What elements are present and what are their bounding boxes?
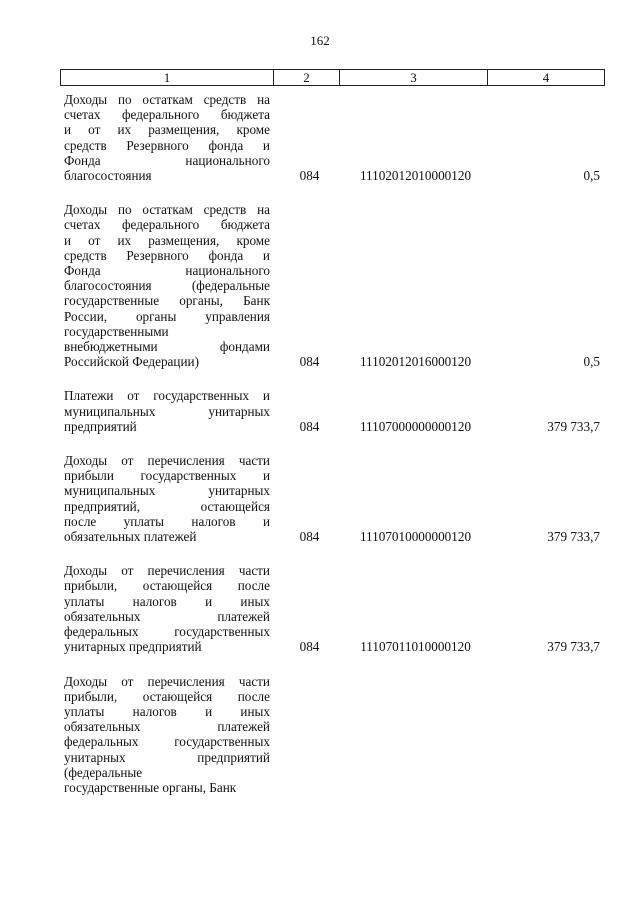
admin-code: 084 bbox=[299, 418, 320, 434]
description-line: и от их размещения, кроме bbox=[64, 232, 270, 248]
table-row bbox=[60, 202, 600, 369]
description-line: Доходы по остаткам средств на bbox=[64, 92, 270, 107]
description-line: муниципальных унитарных bbox=[64, 483, 270, 499]
table-row bbox=[60, 388, 600, 434]
description-line: счетах федерального бюджета bbox=[64, 217, 270, 233]
description-line: средств Резервного фонда и bbox=[64, 137, 270, 153]
description-line: прибыли государственных и bbox=[64, 468, 270, 484]
table-row bbox=[60, 453, 600, 544]
description-line: благосостояния bbox=[64, 168, 152, 184]
amount-value: 379 733,7 bbox=[547, 639, 600, 655]
row-description bbox=[60, 453, 270, 544]
description-line: Фонда национального bbox=[64, 152, 270, 168]
description-line: прибыли, остающейся после bbox=[64, 688, 270, 704]
row-description bbox=[60, 92, 270, 183]
kbk-code: 11102012010000120 bbox=[359, 168, 472, 184]
description-line: Доходы от перечисления части bbox=[64, 673, 270, 689]
amount-value: 0,5 bbox=[583, 168, 600, 184]
column-header-row bbox=[61, 70, 605, 86]
description-line: муниципальных унитарных bbox=[64, 403, 270, 419]
description-line: (федеральные bbox=[64, 764, 143, 780]
description-line: Доходы от перечисления части bbox=[64, 453, 270, 469]
description-line: благосостояния (федеральные bbox=[64, 278, 270, 294]
column-header-table bbox=[60, 69, 605, 86]
description-line: средств Резервного фонда и bbox=[64, 247, 270, 263]
description-line: и от их размещения, кроме bbox=[64, 122, 270, 138]
description-line: России, органы управления bbox=[64, 308, 270, 324]
row-description bbox=[60, 388, 270, 434]
kbk-code: 11102012016000120 bbox=[359, 354, 472, 370]
description-line: государственные органы, Банк bbox=[64, 293, 270, 309]
description-line: государственными bbox=[64, 323, 169, 339]
admin-code: 084 bbox=[299, 354, 320, 370]
description-line: обязательных платежей bbox=[64, 529, 197, 545]
description-line: Российской Федерации) bbox=[64, 354, 199, 370]
column-header-3: 3 bbox=[340, 70, 488, 86]
description-line: обязательных платежей bbox=[64, 719, 270, 735]
description-line: обязательных платежей bbox=[64, 608, 270, 624]
revenue-table-body bbox=[60, 92, 600, 814]
table-row bbox=[60, 563, 600, 654]
description-line: федеральных государственных bbox=[64, 624, 270, 640]
column-header-4: 4 bbox=[488, 70, 605, 86]
description-line: предприятий, остающейся bbox=[64, 498, 270, 514]
column-header-1: 1 bbox=[61, 70, 274, 86]
table-row bbox=[60, 674, 600, 796]
row-description bbox=[60, 202, 270, 369]
description-line: внебюджетными фондами bbox=[64, 339, 270, 355]
column-header-2: 2 bbox=[274, 70, 340, 86]
description-line: Доходы по остаткам средств на bbox=[64, 202, 270, 218]
description-line: Фонда национального bbox=[64, 263, 270, 279]
page-number: 162 bbox=[310, 33, 330, 48]
row-description bbox=[60, 563, 270, 654]
table-row bbox=[60, 92, 600, 183]
description-line: унитарных предприятий bbox=[64, 749, 270, 765]
row-description bbox=[60, 674, 270, 796]
kbk-code: 11107010000000120 bbox=[359, 529, 472, 545]
description-line: унитарных предприятий bbox=[64, 639, 202, 655]
description-line: счетах федерального бюджета bbox=[64, 107, 270, 123]
kbk-code: 11107000000000120 bbox=[359, 418, 472, 434]
description-line: федеральных государственных bbox=[64, 734, 270, 750]
description-line: после уплаты налогов и bbox=[64, 513, 270, 529]
description-line: Платежи от государственных и bbox=[64, 388, 270, 404]
amount-value: 379 733,7 bbox=[547, 529, 600, 545]
description-line: прибыли, остающейся после bbox=[64, 578, 270, 594]
description-line: уплаты налогов и иных bbox=[64, 593, 270, 609]
description-line: уплаты налогов и иных bbox=[64, 703, 270, 719]
admin-code: 084 bbox=[299, 639, 320, 655]
admin-code: 084 bbox=[299, 168, 320, 184]
admin-code: 084 bbox=[299, 529, 320, 545]
description-line: государственные органы, Банк bbox=[64, 779, 237, 795]
description-line: предприятий bbox=[64, 418, 137, 434]
amount-value: 0,5 bbox=[583, 354, 600, 370]
description-line: Доходы от перечисления части bbox=[64, 563, 270, 579]
kbk-code: 11107011010000120 bbox=[360, 639, 471, 655]
amount-value: 379 733,7 bbox=[547, 418, 600, 434]
